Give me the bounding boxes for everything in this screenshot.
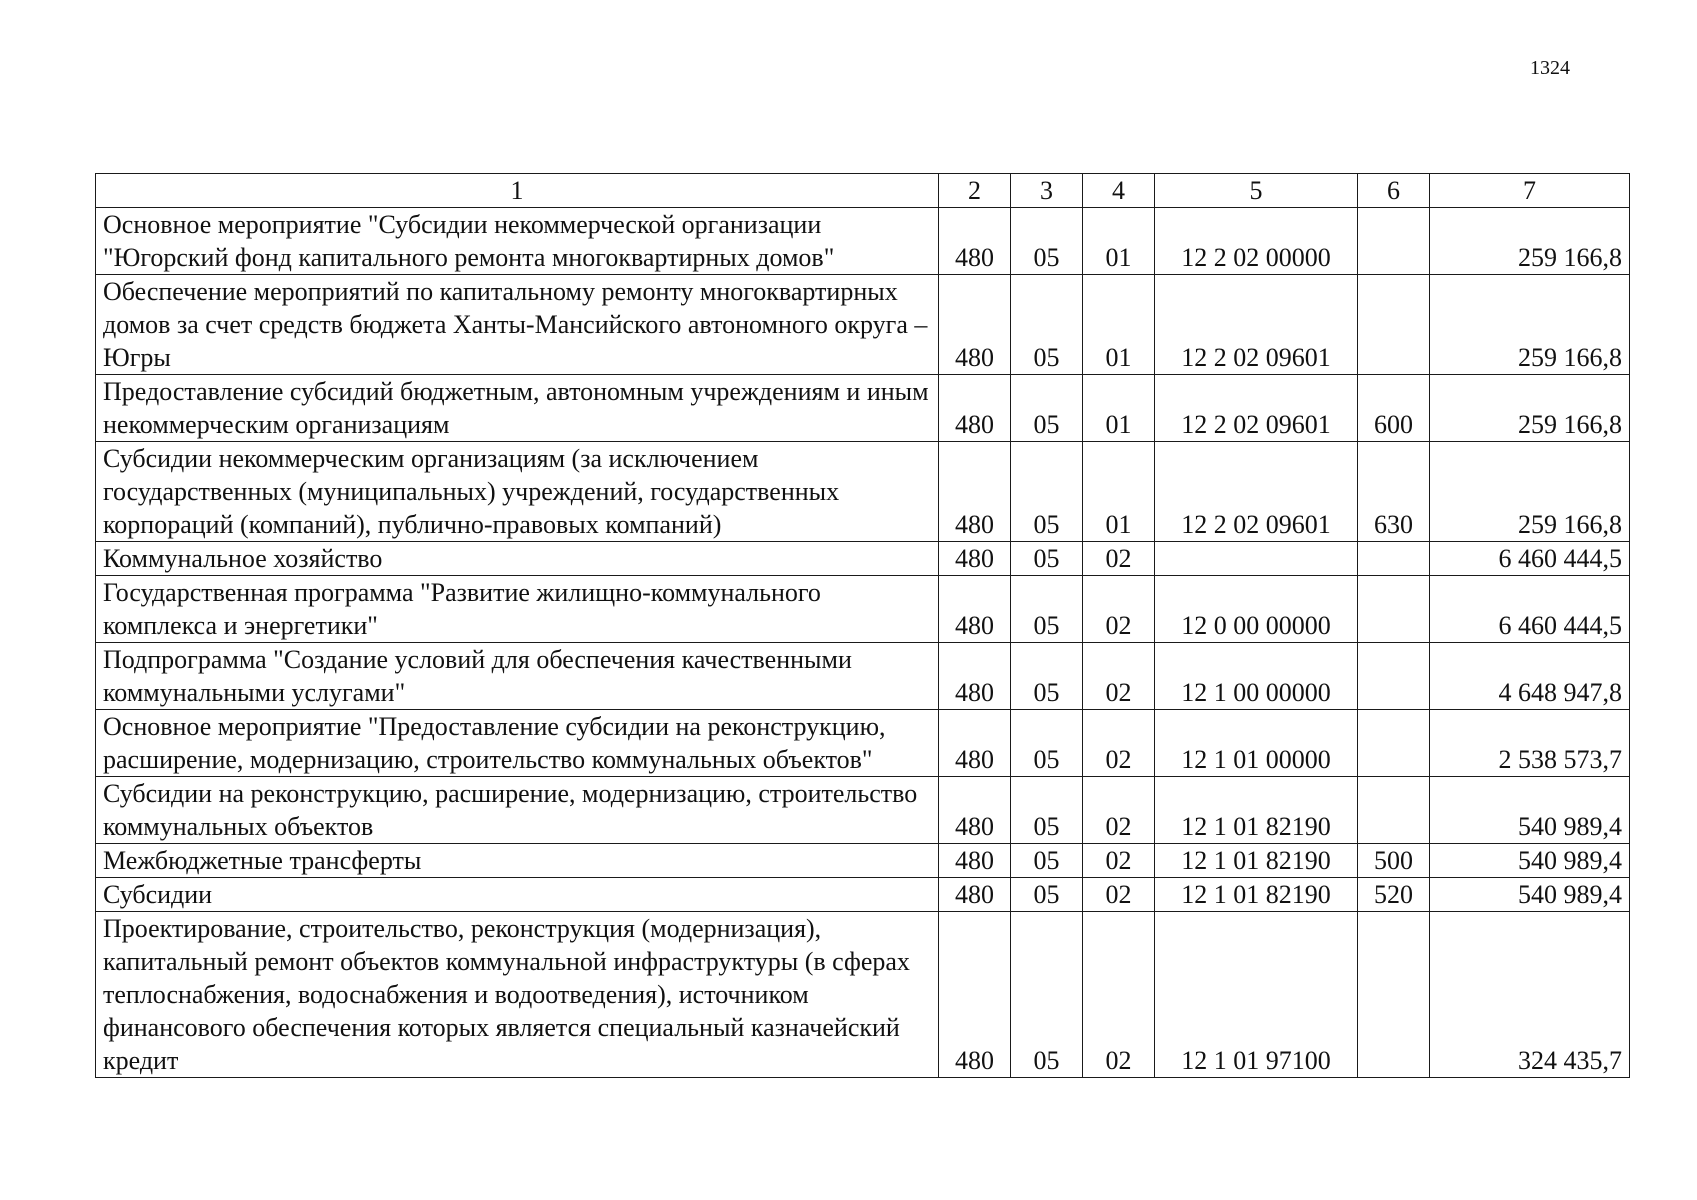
row-col2-cell: 480: [939, 375, 1011, 442]
header-col-2: 2: [939, 174, 1011, 208]
row-amount-cell: 6 460 444,5: [1430, 542, 1630, 576]
row-amount-cell: 259 166,8: [1430, 275, 1630, 375]
row-col6-cell: 500: [1358, 844, 1430, 878]
table-row: [96, 275, 1630, 375]
table-row: [96, 442, 1630, 542]
row-col4-cell: 01: [1083, 275, 1155, 375]
row-name-cell: Подпрограмма "Создание условий для обеспечения качественными коммунальными услугами": [96, 643, 939, 710]
row-col6-cell: [1358, 710, 1430, 777]
row-col6-cell: [1358, 542, 1430, 576]
header-col-4: 4: [1083, 174, 1155, 208]
row-col6-cell: 520: [1358, 878, 1430, 912]
row-col6-cell: [1358, 643, 1430, 710]
row-name-cell: Межбюджетные трансферты: [96, 844, 939, 878]
table-row: [96, 576, 1630, 643]
row-amount-cell: 324 435,7: [1430, 912, 1630, 1078]
row-col4-cell: 02: [1083, 710, 1155, 777]
row-col3-cell: 05: [1011, 442, 1083, 542]
row-col2-cell: 480: [939, 275, 1011, 375]
row-col3-cell: 05: [1011, 777, 1083, 844]
row-name-cell: Государственная программа "Развитие жилищно-коммунального комплекса и энергетики": [96, 576, 939, 643]
table-row: [96, 542, 1630, 576]
row-col4-cell: 02: [1083, 878, 1155, 912]
row-col4-cell: 02: [1083, 844, 1155, 878]
row-col3-cell: 05: [1011, 643, 1083, 710]
row-col4-cell: 02: [1083, 576, 1155, 643]
table-row: [96, 912, 1630, 1078]
row-col2-cell: 480: [939, 710, 1011, 777]
row-col4-cell: 02: [1083, 912, 1155, 1078]
row-col5-cell: 12 2 02 09601: [1155, 442, 1358, 542]
row-col3-cell: 05: [1011, 576, 1083, 643]
row-col4-cell: 02: [1083, 542, 1155, 576]
row-col2-cell: 480: [939, 542, 1011, 576]
row-col6-cell: [1358, 275, 1430, 375]
row-name-cell: Проектирование, строительство, реконструкция (модернизация), капитальный ремонт объектов коммунальной инфраструктуры (в сферах теплоснабжения, водоснабжения и водоотведения), источником финансового обеспечения которых является специальный казначейский кредит: [96, 912, 939, 1078]
header-col-3: 3: [1011, 174, 1083, 208]
row-col5-cell: 12 1 01 82190: [1155, 844, 1358, 878]
row-amount-cell: 540 989,4: [1430, 844, 1630, 878]
row-col5-cell: [1155, 542, 1358, 576]
row-col2-cell: 480: [939, 878, 1011, 912]
row-name-cell: Основное мероприятие "Субсидии некоммерческой организации "Югорский фонд капитального ремонта многоквартирных домов": [96, 208, 939, 275]
row-col5-cell: 12 1 00 00000: [1155, 643, 1358, 710]
row-col6-cell: 600: [1358, 375, 1430, 442]
row-name-cell: Обеспечение мероприятий по капитальному ремонту многоквартирных домов за счет средств бюджета Ханты-Мансийского автономного округа – Югры: [96, 275, 939, 375]
row-col5-cell: 12 1 01 82190: [1155, 878, 1358, 912]
header-col-5: 5: [1155, 174, 1358, 208]
row-col3-cell: 05: [1011, 275, 1083, 375]
row-amount-cell: 6 460 444,5: [1430, 576, 1630, 643]
row-name-cell: Предоставление субсидий бюджетным, автономным учреждениям и иным некоммерческим организациям: [96, 375, 939, 442]
row-name-cell: Основное мероприятие "Предоставление субсидии на реконструкцию, расширение, модернизацию, строительство коммунальных объектов": [96, 710, 939, 777]
row-col5-cell: 12 2 02 09601: [1155, 375, 1358, 442]
row-col6-cell: [1358, 912, 1430, 1078]
row-col5-cell: 12 1 01 00000: [1155, 710, 1358, 777]
row-col2-cell: 480: [939, 844, 1011, 878]
row-col2-cell: 480: [939, 777, 1011, 844]
budget-table: [95, 173, 1630, 1078]
row-col2-cell: 480: [939, 912, 1011, 1078]
header-col-7: 7: [1430, 174, 1630, 208]
header-col-1: 1: [96, 174, 939, 208]
row-col3-cell: 05: [1011, 542, 1083, 576]
table-body: [96, 208, 1630, 1078]
row-col5-cell: 12 2 02 09601: [1155, 275, 1358, 375]
row-amount-cell: 2 538 573,7: [1430, 710, 1630, 777]
row-col2-cell: 480: [939, 442, 1011, 542]
row-col4-cell: 02: [1083, 643, 1155, 710]
row-col3-cell: 05: [1011, 710, 1083, 777]
row-col2-cell: 480: [939, 576, 1011, 643]
table-row: [96, 844, 1630, 878]
row-col5-cell: 12 1 01 97100: [1155, 912, 1358, 1078]
row-name-cell: Субсидии на реконструкцию, расширение, модернизацию, строительство коммунальных объектов: [96, 777, 939, 844]
table-row: [96, 375, 1630, 442]
table-header: [96, 174, 1630, 208]
row-amount-cell: 259 166,8: [1430, 442, 1630, 542]
row-col4-cell: 02: [1083, 777, 1155, 844]
table-row: [96, 710, 1630, 777]
row-amount-cell: 4 648 947,8: [1430, 643, 1630, 710]
table-row: [96, 878, 1630, 912]
row-col5-cell: 12 2 02 00000: [1155, 208, 1358, 275]
header-row: [96, 174, 1630, 208]
row-col3-cell: 05: [1011, 375, 1083, 442]
row-name-cell: Коммунальное хозяйство: [96, 542, 939, 576]
row-name-cell: Субсидии некоммерческим организациям (за исключением государственных (муниципальных) учреждений, государственных корпораций (компаний), публично-правовых компаний): [96, 442, 939, 542]
row-col3-cell: 05: [1011, 844, 1083, 878]
row-col6-cell: [1358, 777, 1430, 844]
row-amount-cell: 259 166,8: [1430, 208, 1630, 275]
table-row: [96, 208, 1630, 275]
page-number: 1324: [1530, 57, 1570, 79]
header-col-6: 6: [1358, 174, 1430, 208]
row-col6-cell: 630: [1358, 442, 1430, 542]
row-col3-cell: 05: [1011, 878, 1083, 912]
row-col6-cell: [1358, 208, 1430, 275]
row-amount-cell: 540 989,4: [1430, 777, 1630, 844]
row-amount-cell: 259 166,8: [1430, 375, 1630, 442]
row-col3-cell: 05: [1011, 912, 1083, 1078]
row-col2-cell: 480: [939, 208, 1011, 275]
row-col4-cell: 01: [1083, 208, 1155, 275]
row-name-cell: Субсидии: [96, 878, 939, 912]
row-col2-cell: 480: [939, 643, 1011, 710]
row-amount-cell: 540 989,4: [1430, 878, 1630, 912]
row-col4-cell: 01: [1083, 375, 1155, 442]
row-col5-cell: 12 0 00 00000: [1155, 576, 1358, 643]
row-col5-cell: 12 1 01 82190: [1155, 777, 1358, 844]
table-row: [96, 643, 1630, 710]
row-col6-cell: [1358, 576, 1430, 643]
table-row: [96, 777, 1630, 844]
row-col4-cell: 01: [1083, 442, 1155, 542]
row-col3-cell: 05: [1011, 208, 1083, 275]
